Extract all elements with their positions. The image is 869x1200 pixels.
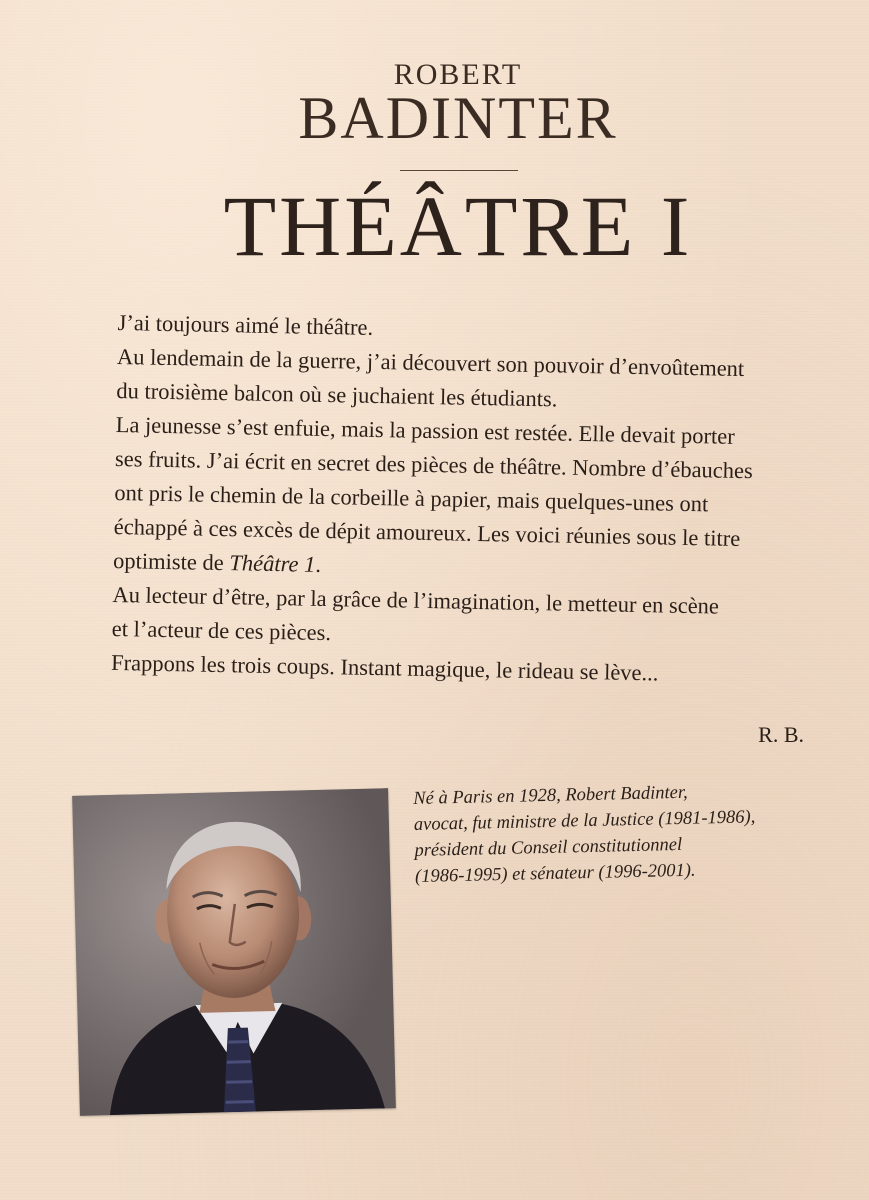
blurb-text: optimiste de [112, 547, 230, 576]
bio-line: (1986-1995) et sénateur (1996-2001). [414, 860, 696, 887]
author-biography [413, 776, 855, 890]
blurb-line: échappé à ces excès de dépit amoureux. Les voici réunies sous le titre [113, 513, 741, 551]
bio-line: président du Conseil constitutionnel [414, 834, 683, 861]
author-first-name: ROBERT [393, 58, 523, 91]
book-title: THÉÂTRE I [223, 178, 693, 274]
blurb-line: La jeunesse s’est enfuie, mais la passion est restée. Elle devait porter [115, 411, 736, 449]
blurb-line: et l’acteur de ces pièces. [111, 615, 332, 646]
author-last-name: BADINTER [298, 85, 618, 151]
blurb-line: Au lecteur d’être, par la grâce de l’imagination, le metteur en scène [112, 581, 720, 619]
blurb-line: Au lendemain de la guerre, j’ai découvert son pouvoir d’envoûtement [116, 343, 745, 382]
author-portrait [72, 788, 396, 1116]
bio-line: Né à Paris en 1928, Robert Badinter, [413, 782, 688, 809]
blurb-line: ont pris le chemin de la corbeille à papier, mais quelques-unes ont [114, 479, 709, 517]
back-cover-blurb [111, 306, 808, 693]
blurb-text: . [315, 551, 322, 577]
title-divider [400, 170, 518, 171]
bio-line: avocat, fut ministre de la Justice (1981-1986), [413, 807, 756, 835]
blurb-line: J’ai toujours aimé le théâtre. [117, 309, 374, 340]
signature: R. B. [758, 722, 804, 747]
blurb-line: ses fruits. J’ai écrit en secret des pièces de théâtre. Nombre d’ébauches [114, 445, 754, 484]
book-title-reference: Théâtre 1 [229, 550, 316, 577]
blurb-line: du troisième balcon où se juchaient les étudiants. [116, 377, 558, 412]
blurb-line: Frappons les trois coups. Instant magique, le rideau se lève... [110, 649, 659, 686]
